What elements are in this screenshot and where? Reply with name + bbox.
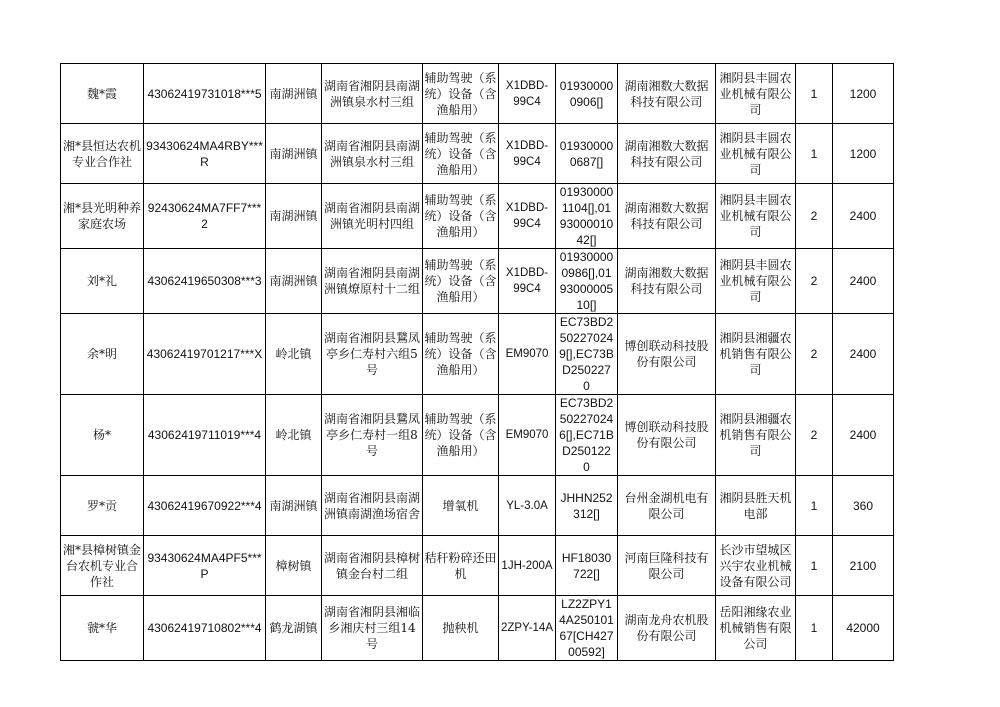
cell-category: 秸秆粉碎还田机 [423,536,499,596]
cell-quantity: 1 [796,124,833,184]
cell-manufacturer: 湖南湘数大数据科技有限公司 [618,184,716,249]
cell-dealer: 湘阴县湘疆农机销售有限公司 [716,395,796,476]
cell-amount: 2100 [833,536,894,596]
cell-name: 刘*礼 [61,249,144,314]
cell-name: 湘*县光明种养家庭农场 [61,184,144,249]
cell-address: 湖南省湘阴县南湖洲镇光明村四组 [322,184,423,249]
cell-amount: 2400 [833,314,894,395]
cell-dealer: 湘阴县丰圆农业机械有限公司 [716,184,796,249]
cell-address: 湖南省湘阴县南湖洲镇泉水村三组 [322,64,423,124]
cell-quantity: 1 [796,64,833,124]
cell-id-number: 43062419731018***5 [144,64,266,124]
cell-serial: EC73BD2502270246[],EC71BD2501220 [556,395,618,476]
cell-serial: HF18030722[] [556,536,618,596]
cell-serial: 019300001104[],019300001042[] [556,184,618,249]
cell-category: 抛秧机 [423,596,499,661]
cell-quantity: 1 [796,476,833,536]
cell-manufacturer: 博创联动科技股份有限公司 [618,395,716,476]
cell-name: 罗*贡 [61,476,144,536]
cell-amount: 42000 [833,596,894,661]
cell-town: 岭北镇 [266,314,322,395]
cell-category: 辅助驾驶（系统）设备（含渔船用） [423,64,499,124]
cell-name: 魏*霞 [61,64,144,124]
cell-model: EM9070 [499,395,556,476]
cell-town: 南湖洲镇 [266,64,322,124]
table-row [61,536,894,596]
cell-id-number: 43062419670922***4 [144,476,266,536]
cell-category: 辅助驾驶（系统）设备（含渔船用） [423,124,499,184]
cell-quantity: 2 [796,249,833,314]
cell-id-number: 43062419701217***X [144,314,266,395]
cell-dealer: 岳阳湘缘农业机械销售有限公司 [716,596,796,661]
table-row [61,184,894,249]
cell-town: 南湖洲镇 [266,249,322,314]
cell-quantity: 1 [796,536,833,596]
cell-name: 余*明 [61,314,144,395]
cell-model: X1DBD-99C4 [499,64,556,124]
cell-manufacturer: 湖南湘数大数据科技有限公司 [618,249,716,314]
cell-manufacturer: 河南巨隆科技有限公司 [618,536,716,596]
cell-manufacturer: 湖南湘数大数据科技有限公司 [618,124,716,184]
cell-town: 樟树镇 [266,536,322,596]
cell-id-number: 43062419650308***3 [144,249,266,314]
cell-town: 南湖洲镇 [266,184,322,249]
cell-dealer: 湘阴县丰圆农业机械有限公司 [716,64,796,124]
cell-amount: 1200 [833,64,894,124]
cell-amount: 1200 [833,124,894,184]
cell-dealer: 长沙市望城区兴宇农业机械设备有限公司 [716,536,796,596]
cell-address: 湖南省湘阴县南湖洲镇燎原村十二组 [322,249,423,314]
cell-quantity: 2 [796,314,833,395]
cell-serial: EC73BD2502270249[],EC73BD2502270 [556,314,618,395]
cell-town: 南湖洲镇 [266,476,322,536]
cell-model: 1JH-200A [499,536,556,596]
cell-quantity: 1 [796,596,833,661]
cell-dealer: 湘阴县丰圆农业机械有限公司 [716,249,796,314]
cell-model: X1DBD-99C4 [499,124,556,184]
cell-serial: 019300000906[] [556,64,618,124]
table-row [61,596,894,661]
cell-serial: 019300000986[],019300000510[] [556,249,618,314]
cell-address: 湖南省湘阴县鵞凤亭乡仁寿村一组8号 [322,395,423,476]
cell-dealer: 湘阴县胜天机电部 [716,476,796,536]
cell-category: 辅助驾驶（系统）设备（含渔船用） [423,184,499,249]
cell-serial: 019300000687[] [556,124,618,184]
cell-manufacturer: 湖南湘数大数据科技有限公司 [618,64,716,124]
cell-category: 辅助驾驶（系统）设备（含渔船用） [423,314,499,395]
cell-amount: 2400 [833,249,894,314]
cell-quantity: 2 [796,395,833,476]
cell-category: 辅助驾驶（系统）设备（含渔船用） [423,249,499,314]
cell-category: 辅助驾驶（系统）设备（含渔船用） [423,395,499,476]
cell-id-number: 93430624MA4RBY***R [144,124,266,184]
cell-town: 岭北镇 [266,395,322,476]
cell-town: 鹤龙湖镇 [266,596,322,661]
cell-address: 湖南省湘阴县鵞凤亭乡仁寿村六组5号 [322,314,423,395]
table-row [61,249,894,314]
subsidy-table [60,63,894,661]
cell-amount: 2400 [833,184,894,249]
cell-town: 南湖洲镇 [266,124,322,184]
cell-address: 湖南省湘阴县樟树镇金台村二组 [322,536,423,596]
table-row [61,476,894,536]
cell-dealer: 湘阴县湘疆农机销售有限公司 [716,314,796,395]
cell-id-number: 92430624MA7FF7***2 [144,184,266,249]
cell-model: YL-3.0A [499,476,556,536]
cell-id-number: 43062419711019***4 [144,395,266,476]
cell-id-number: 93430624MA4PF5***P [144,536,266,596]
table-row [61,64,894,124]
cell-category: 增氧机 [423,476,499,536]
cell-quantity: 2 [796,184,833,249]
cell-name: 湘*县樟树镇金台农机专业合作社 [61,536,144,596]
cell-name: 虢*华 [61,596,144,661]
cell-id-number: 43062419710802***4 [144,596,266,661]
cell-model: X1DBD-99C4 [499,184,556,249]
cell-dealer: 湘阴县丰圆农业机械有限公司 [716,124,796,184]
cell-model: 2ZPY-14A [499,596,556,661]
cell-model: X1DBD-99C4 [499,249,556,314]
table-row [61,124,894,184]
cell-serial: JHHN252312[] [556,476,618,536]
cell-manufacturer: 台州金湖机电有限公司 [618,476,716,536]
cell-amount: 2400 [833,395,894,476]
cell-name: 杨* [61,395,144,476]
cell-address: 湖南省湘阴县湘临乡湘庆村三组14号 [322,596,423,661]
cell-manufacturer: 湖南龙舟农机股份有限公司 [618,596,716,661]
table-row [61,395,894,476]
cell-name: 湘*县恒达农机专业合作社 [61,124,144,184]
cell-serial: LZ2ZPY14A25010167[CH42700592] [556,596,618,661]
cell-address: 湖南省湘阴县南湖洲镇泉水村三组 [322,124,423,184]
cell-amount: 360 [833,476,894,536]
cell-manufacturer: 博创联动科技股份有限公司 [618,314,716,395]
table-row [61,314,894,395]
cell-model: EM9070 [499,314,556,395]
cell-address: 湖南省湘阴县南湖洲镇南湖渔场宿舍 [322,476,423,536]
